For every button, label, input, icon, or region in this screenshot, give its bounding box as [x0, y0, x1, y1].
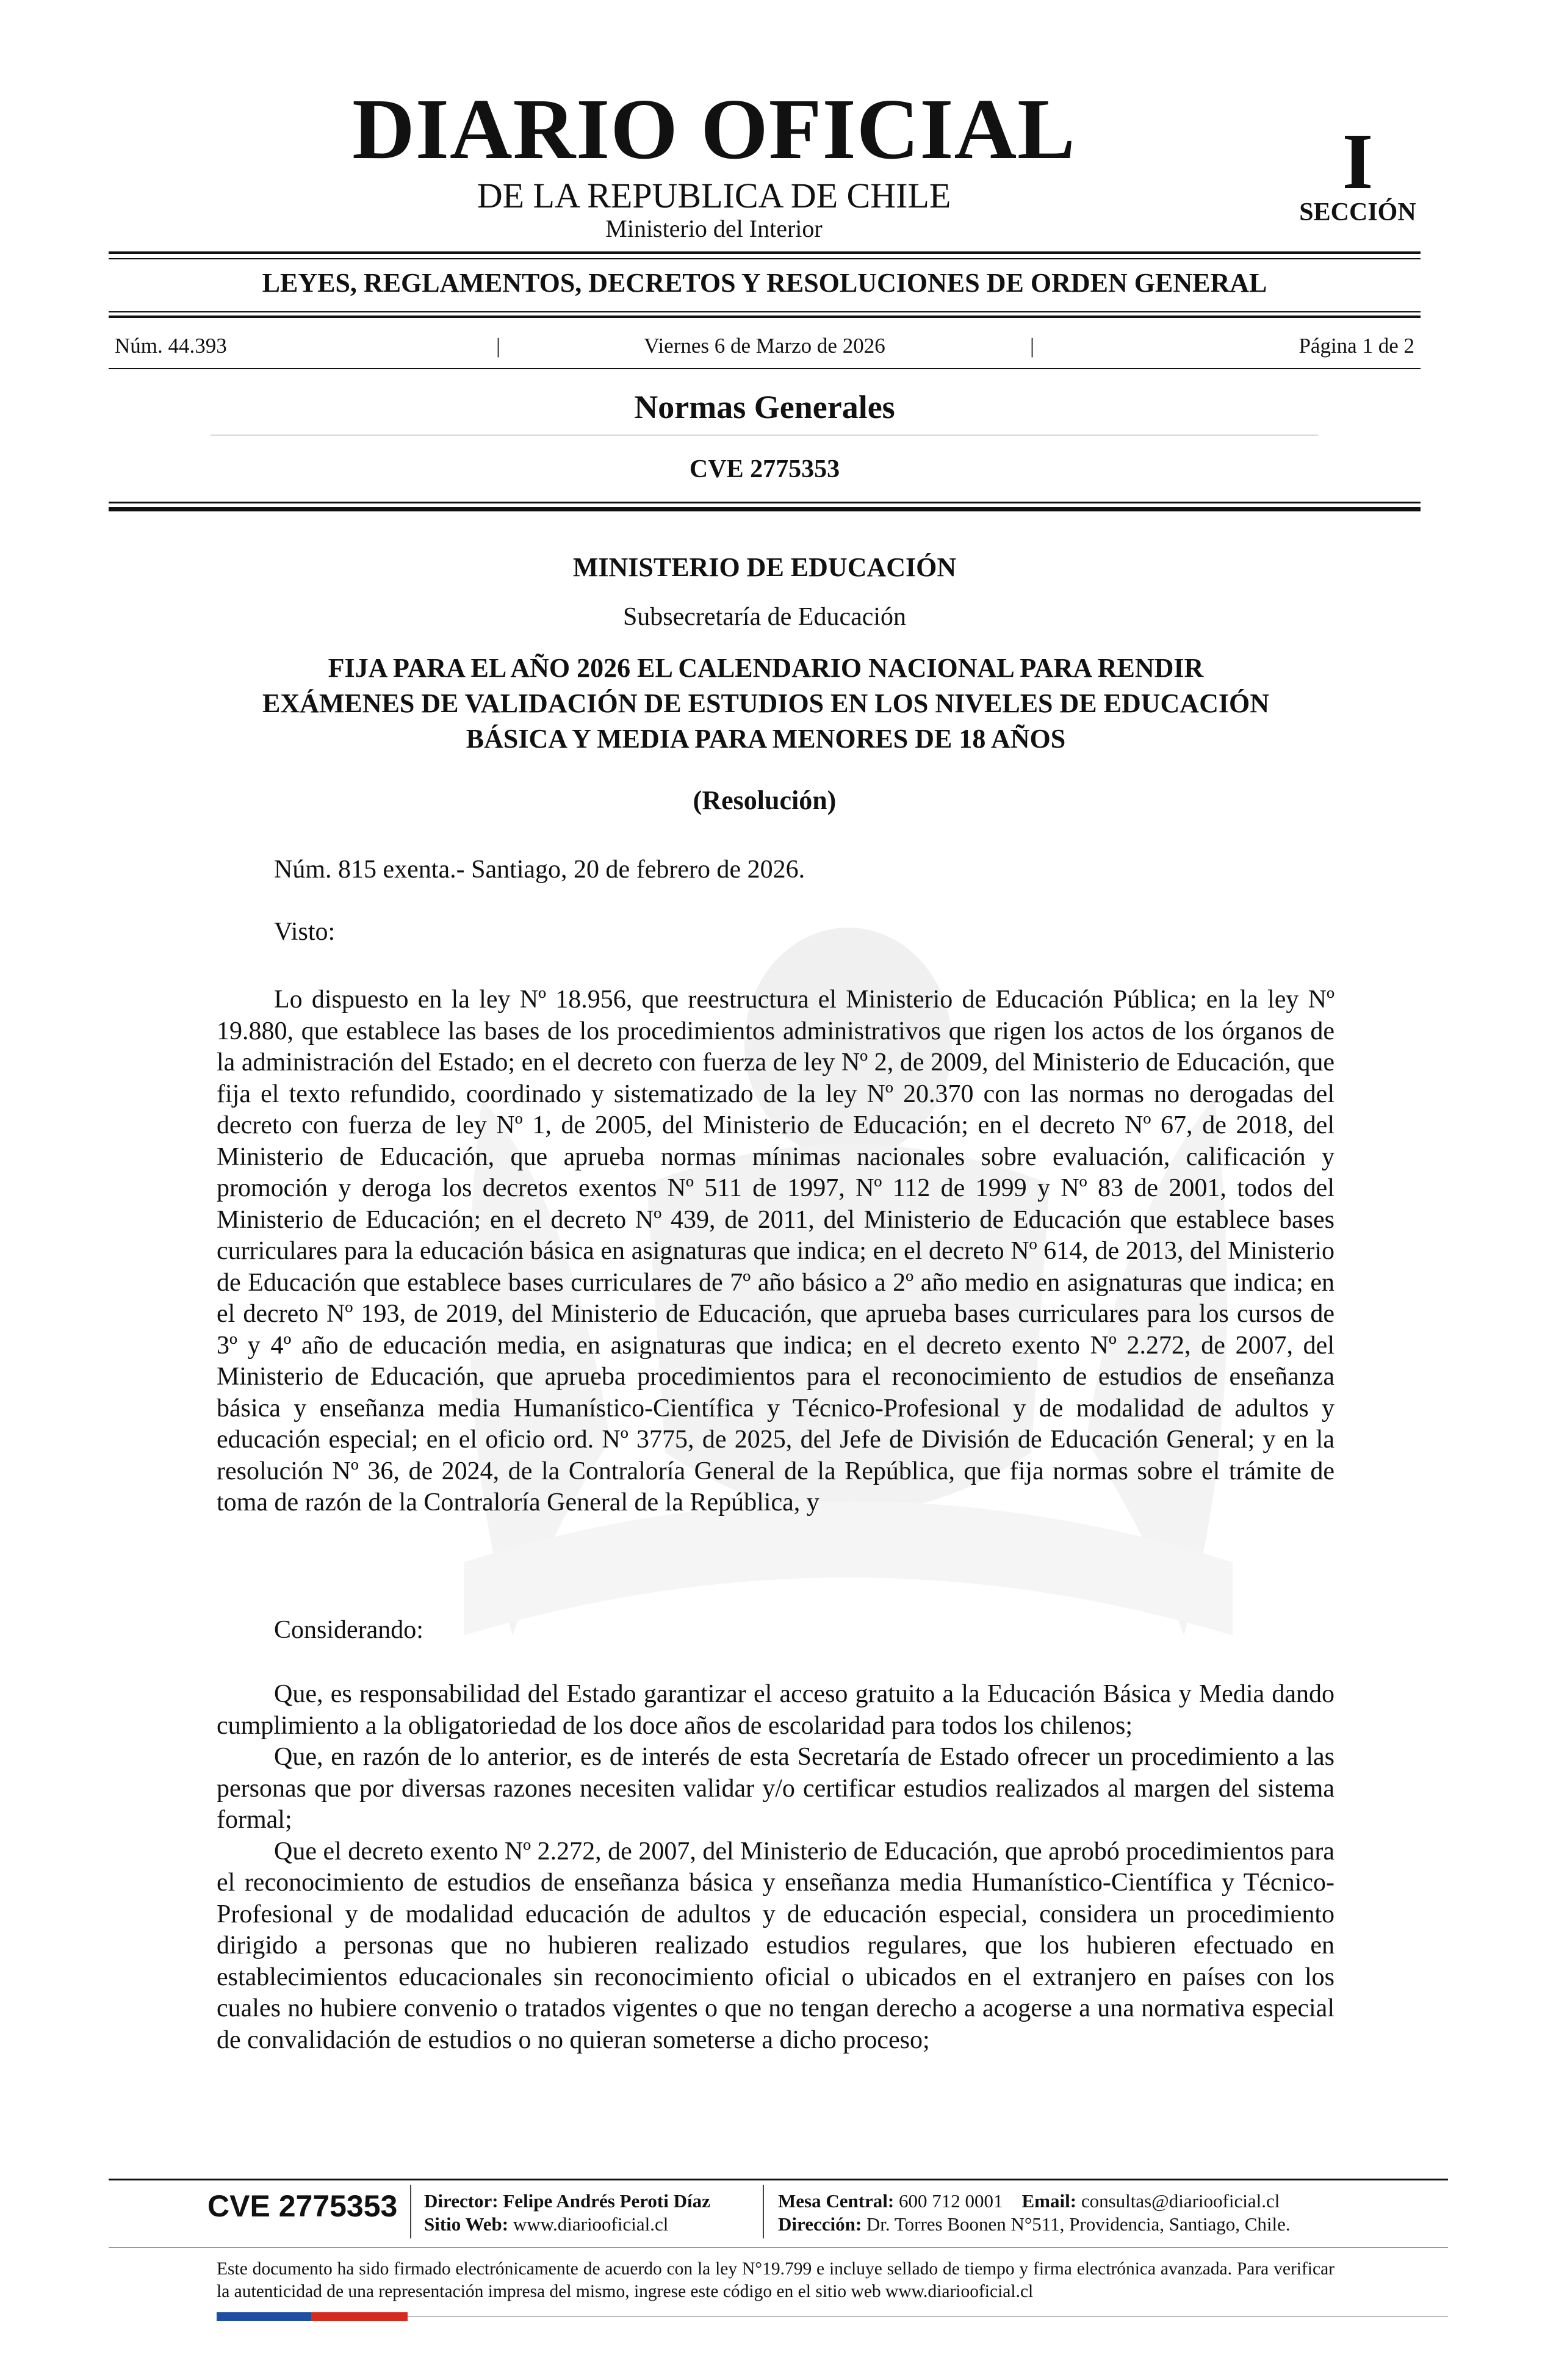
visto-body: [217, 984, 1334, 1519]
issue-date: Viernes 6 de Marzo de 2026: [644, 334, 885, 358]
masthead-rule-thick: [109, 251, 1421, 254]
visto-paragraph: Lo dispuesto en la ley Nº 18.956, que reestructura el Ministerio de Educación Pública; en la ley Nº 19.880, que establece las bases de los procedimientos administrativos que rigen los actos de los órganos de la administración del Estado; en el decreto con fuerza de ley Nº 2, de 2009, del Ministerio de Educación, que fija el texto refundido, coordinado y sistematizado de la ley Nº 20.370 con las normas no derogadas del decreto con fuerza de ley Nº 1, de 2005, del Ministerio de Educación; en el decreto Nº 67, de 2018, del Ministerio de Educación, que aprueba normas mínimas nacionales sobre evaluación, calificación y promoción y deroga los decretos exentos Nº 511 de 1997, Nº 112 de 1999 y Nº 83 de 2001, todos del Ministerio de Educación; en el decreto Nº 439, de 2011, del Ministerio de Educación que establece bases curriculares para la educación básica en asignaturas que indica; en el decreto Nº 614, de 2013, del Ministerio de Educación que establece bases curriculares de 7º año básico a 2º año medio en asignaturas que indica; en el decreto Nº 193, de 2019, del Ministerio de Educación, que aprueba bases curriculares para los cursos de 3º y 4º año de educación media, en asignaturas que indica; en el decreto exento Nº 2.272, de 2007, del Ministerio de Educación, que aprueba procedimientos para el reconocimiento de estudios de enseñanza básica y enseñanza media Humanístico-Científica y Técnico-Profesional y de modalidad de adultos y educación especial; en el oficio ord. Nº 3775, de 2025, del Jefe de División de Educación General; y en la resolución Nº 36, de 2024, de la Contraloría General de la República, que fija normas sobre el trámite de toma de razón de la Contraloría General de la República, y: [217, 986, 1334, 1516]
document-title: [159, 651, 1373, 757]
issue-info-bar: [109, 333, 1421, 359]
document-title-line: BÁSICA Y MEDIA PARA MENORES DE 18 AÑOS: [466, 724, 1066, 754]
phone-number: 600 712 0001: [899, 2190, 1003, 2212]
address-value: Dr. Torres Boonen N°511, Providencia, Santiago, Chile.: [866, 2213, 1291, 2235]
issue-number: Núm. 44.393: [115, 334, 227, 358]
footer-cve-code: CVE 2775353: [207, 2189, 398, 2223]
section-label: SECCIÓN: [1299, 198, 1416, 226]
address-label: Dirección:: [778, 2213, 862, 2235]
considerando-body: [217, 1679, 1334, 2056]
footer-contact-right: [778, 2190, 1291, 2236]
section-divider: [211, 435, 1318, 436]
newspaper-title: DIARIO OFICIAL: [352, 81, 1076, 177]
considerando-heading: Considerando:: [274, 1616, 423, 1644]
newspaper-ministry: Ministerio del Interior: [605, 215, 823, 242]
footer-rule: [109, 2179, 1448, 2180]
laws-banner: LEYES, REGLAMENTOS, DECRETOS Y RESOLUCIONES DE ORDEN GENERAL: [262, 268, 1267, 298]
newspaper-subtitle: DE LA REPUBLICA DE CHILE: [477, 176, 951, 215]
phone-label: Mesa Central:: [778, 2190, 895, 2212]
director-name: Felipe Andrés Peroti Díaz: [503, 2190, 710, 2212]
cve-code: CVE 2775353: [689, 455, 840, 483]
website-label: Sitio Web:: [424, 2213, 509, 2235]
email-address[interactable]: consultas@diariooficial.cl: [1081, 2190, 1280, 2212]
info-separator: |: [1030, 334, 1035, 358]
signature-notice: [217, 2258, 1334, 2303]
signature-notice-text: Este documento ha sido firmado electrónicamente de acuerdo con la ley N°19.799 e incluye sellado de tiempo y firma electrónica avanzada. Para verificar la autenticidad de una representación impresa del mismo, ingrese este código en el sitio web www.diariooficial.cl: [217, 2259, 1334, 2301]
visto-heading: Visto:: [274, 918, 336, 946]
laws-rule-bottom: [109, 316, 1421, 318]
page-indicator: Página 1 de 2: [1298, 334, 1414, 358]
document-type: (Resolución): [693, 785, 837, 815]
masthead-rule-thin: [109, 258, 1421, 259]
section-number: I: [1342, 118, 1374, 206]
info-bar-rule: [109, 368, 1421, 369]
info-separator: |: [496, 334, 501, 358]
considerando-paragraph: Que, en razón de lo anterior, es de interés de esta Secretaría de Estado ofrecer un procedimiento a las personas que por diversas razones necesiten validar y/o certificar estudios realizados al margen del sistema formal;: [217, 1743, 1334, 1834]
section-title: Normas Generales: [634, 389, 895, 425]
considerando-paragraph: Que el decreto exento Nº 2.272, de 2007, del Ministerio de Educación, que aprobó procedimientos para el reconocimiento de estudios de enseñanza básica y enseñanza media Humanístico-Científica y Técnico-Profesional y de modalidad educación de adultos y de educación especial, considera un procedimiento dirigido a personas que no hubieren realizado estudios regulares, que los hubieren efectuado en establecimientos educacionales sin reconocimiento oficial o ubicados en el extranjero en países con los cuales no hubiere convenio o tratados vigentes o que no tengan derecho a acogerse a una normativa especial de convalidación de estudios o no quieran someterse a dicho proceso;: [217, 1837, 1334, 2054]
email-label: Email:: [1021, 2190, 1077, 2212]
footer-separator: [410, 2185, 411, 2238]
footer-contact-left: [424, 2190, 710, 2236]
issuing-ministry: MINISTERIO DE EDUCACIÓN: [572, 552, 957, 582]
website-url[interactable]: www.diariooficial.cl: [513, 2213, 669, 2235]
document-title-line: FIJA PARA EL AÑO 2026 EL CALENDARIO NACIONAL PARA RENDIR: [328, 653, 1204, 683]
resolution-number: Núm. 815 exenta.- Santiago, 20 de febrero de 2026.: [274, 856, 805, 884]
footer-bottom-rule: [408, 2316, 1448, 2317]
cve-rule-thick: [109, 507, 1421, 511]
cve-rule-thin: [109, 502, 1421, 503]
flag-stripe-red: [311, 2312, 408, 2321]
director-label: Director:: [424, 2190, 499, 2212]
document-title-line: EXÁMENES DE VALIDACIÓN DE ESTUDIOS EN LOS NIVELES DE EDUCACIÓN: [262, 688, 1269, 718]
subsecretariat: Subsecretaría de Educación: [622, 603, 907, 631]
footer-divider: [109, 2247, 1448, 2248]
flag-stripe-blue: [217, 2312, 311, 2321]
laws-rule-top: [109, 311, 1421, 312]
considerando-paragraph: Que, es responsabilidad del Estado garantizar el acceso gratuito a la Educación Básica y Media dando cumplimiento a la obligatoriedad de los doce años de escolaridad para todos los chilenos;: [217, 1680, 1334, 1740]
footer-separator: [763, 2185, 764, 2238]
